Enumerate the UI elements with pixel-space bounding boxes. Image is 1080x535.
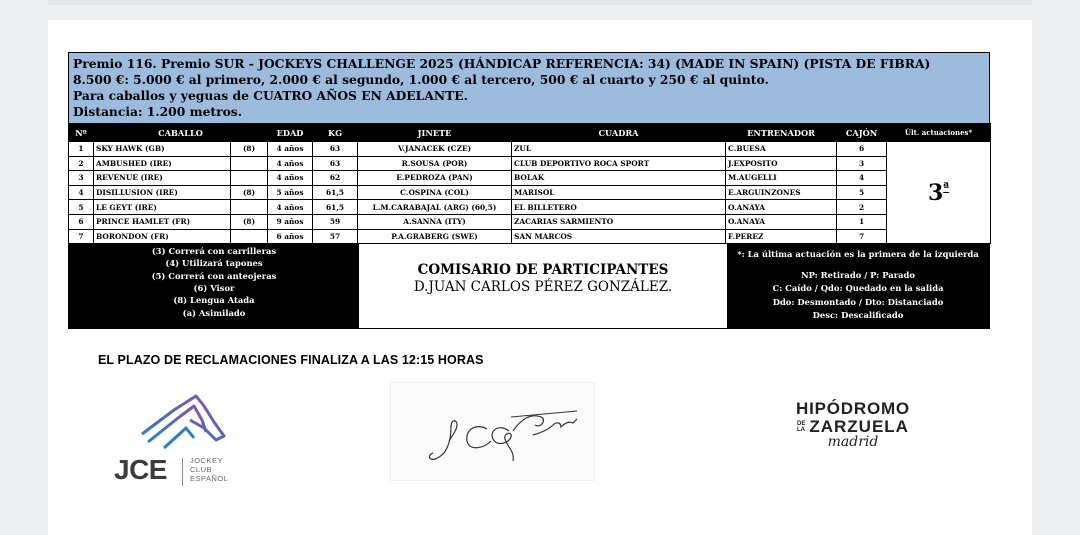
equipment-legend bbox=[69, 244, 359, 328]
runner-num: 4 bbox=[69, 185, 94, 200]
table-row bbox=[69, 156, 991, 171]
runner-kg: 62 bbox=[313, 171, 358, 186]
horse-head-icon bbox=[134, 392, 234, 452]
document-page bbox=[48, 20, 1032, 535]
runner-draw: 4 bbox=[837, 171, 887, 186]
runner-code bbox=[231, 156, 268, 171]
table-row bbox=[69, 142, 991, 157]
table-row bbox=[69, 229, 991, 244]
runner-age: 4 años bbox=[268, 142, 313, 157]
hipodromo-text: HIPÓDROMO bbox=[796, 399, 910, 418]
legend-item: (3) Correrá con carrilleras bbox=[151, 246, 277, 257]
runner-stable: ZACARIAS SARMIENTO bbox=[512, 214, 726, 229]
runner-draw: 1 bbox=[837, 214, 887, 229]
runner-jockey: C.OSPINA (COL) bbox=[358, 185, 512, 200]
runner-kg: 59 bbox=[313, 214, 358, 229]
table-row bbox=[69, 200, 991, 215]
race-title: Premio 116. Premio SUR - JOCKEYS CHALLENGE 2025 (HÁNDICAP REFERENCIA: 34) (MADE IN SPAIN) (PISTA DE FIBRA) bbox=[73, 56, 931, 71]
runner-kg: 63 bbox=[313, 142, 358, 157]
top-bar bbox=[48, 0, 1032, 5]
col-age: EDAD bbox=[268, 124, 313, 142]
last-performance-value: 3 bbox=[927, 179, 944, 206]
runner-age: 4 años bbox=[268, 200, 313, 215]
runner-stable: SAN MARCOS bbox=[512, 229, 726, 244]
legend-item: Ddo: Desmontado / Dto: Distanciado bbox=[772, 296, 944, 307]
runner-horse: AMBUSHED (IRE) bbox=[94, 156, 231, 171]
jce-logo bbox=[114, 392, 264, 492]
legend-item: (6) Visor bbox=[193, 283, 235, 294]
racecard-footer bbox=[68, 244, 990, 329]
last-performance bbox=[887, 142, 991, 244]
runner-num: 2 bbox=[69, 156, 94, 171]
runner-horse: DISILLUSION (IRE) bbox=[94, 185, 231, 200]
race-conditions: Para caballos y yeguas de CUATRO AÑOS EN ADELANTE. bbox=[73, 88, 468, 103]
commissioner-name: D.JUAN CARLOS PÉREZ GONZÁLEZ. bbox=[413, 279, 673, 296]
runner-trainer: C.BUESA bbox=[726, 142, 837, 157]
legend-item: C: Caído / Qdo: Quedado en la salida bbox=[772, 283, 944, 294]
race-distance: Distancia: 1.200 metros. bbox=[73, 104, 242, 119]
table-row bbox=[69, 214, 991, 229]
runner-num: 6 bbox=[69, 214, 94, 229]
runner-code: (8) bbox=[231, 214, 268, 229]
runner-age: 9 años bbox=[268, 214, 313, 229]
legend-item: (a) Asimilado bbox=[182, 307, 246, 318]
runner-kg: 63 bbox=[313, 156, 358, 171]
runner-jockey: P.A.GRABERG (SWE) bbox=[358, 229, 512, 244]
commissioner-title: COMISARIO DE PARTICIPANTES bbox=[417, 262, 669, 279]
col-stable: CUADRA bbox=[512, 124, 726, 142]
runner-draw: 2 bbox=[837, 200, 887, 215]
runner-trainer: M.AUGELLI bbox=[726, 171, 837, 186]
runner-code bbox=[231, 200, 268, 215]
runner-jockey: V.JANACEK (CZE) bbox=[358, 142, 512, 157]
col-trainer: ENTRENADOR bbox=[726, 124, 837, 142]
hipodromo-zarzuela-row bbox=[778, 418, 928, 435]
runner-stable: CLUB DEPORTIVO ROCA SPORT bbox=[512, 156, 726, 171]
runner-kg: 61,5 bbox=[313, 200, 358, 215]
legend-item: (5) Correrá con anteojeras bbox=[151, 270, 277, 281]
jce-letters: JCE bbox=[114, 454, 167, 485]
signature bbox=[390, 382, 595, 481]
runner-draw: 3 bbox=[837, 156, 887, 171]
runner-code bbox=[231, 229, 268, 244]
runner-jockey: L.M.CARABAJAL (ARG) (60,5) bbox=[358, 200, 512, 215]
runner-age: 6 años bbox=[268, 229, 313, 244]
col-kg: KG bbox=[313, 124, 358, 142]
runner-trainer: J.EXPOSITO bbox=[726, 156, 837, 171]
hipodromo-de-la: DE LA bbox=[797, 420, 806, 433]
runner-jockey: E.PEDROZA (PAN) bbox=[358, 171, 512, 186]
abbreviations-legend bbox=[727, 244, 989, 328]
runner-draw: 6 bbox=[837, 142, 887, 157]
runner-num: 7 bbox=[69, 229, 94, 244]
runner-num: 1 bbox=[69, 142, 94, 157]
col-draw: CAJÓN bbox=[837, 124, 887, 142]
runner-draw: 5 bbox=[837, 185, 887, 200]
runner-trainer: O.ANAYA bbox=[726, 214, 837, 229]
race-header bbox=[68, 52, 990, 123]
runner-trainer: O.ANAYA bbox=[726, 200, 837, 215]
col-horse: CABALLO bbox=[94, 124, 268, 142]
madrid-text: madrid bbox=[827, 434, 879, 450]
legend-item: (8) Lengua Atada bbox=[173, 295, 255, 306]
legend-item: NP: Retirado / P: Parado bbox=[801, 269, 915, 280]
runner-stable: MARISOL bbox=[512, 185, 726, 200]
runner-stable: BOLAK bbox=[512, 171, 726, 186]
legend-item: *: La última actuación es la primera de la izquierda bbox=[737, 249, 979, 260]
runner-kg: 57 bbox=[313, 229, 358, 244]
runner-horse: LE GEYT (IRE) bbox=[94, 200, 231, 215]
runner-jockey: R.SOUSA (POR) bbox=[358, 156, 512, 171]
runners-table bbox=[68, 123, 991, 244]
runner-age: 5 años bbox=[268, 185, 313, 200]
claims-deadline: EL PLAZO DE RECLAMACIONES FINALIZA A LAS 12:15 HORAS bbox=[98, 353, 484, 367]
zarzuela-text: ZARZUELA bbox=[809, 417, 909, 436]
runner-horse: SKY HAWK (GB) bbox=[94, 142, 231, 157]
runner-num: 3 bbox=[69, 171, 94, 186]
last-performance-suffix: ª bbox=[943, 179, 950, 194]
runner-num: 5 bbox=[69, 200, 94, 215]
runner-horse: BORONDON (FR) bbox=[94, 229, 231, 244]
racecard bbox=[68, 52, 990, 329]
col-jockey: JINETE bbox=[358, 124, 512, 142]
runner-code: (8) bbox=[231, 185, 268, 200]
jce-subtitle: JOCKEY CLUB ESPAÑOL bbox=[190, 456, 229, 483]
signature-scribble bbox=[391, 383, 594, 480]
runner-age: 4 años bbox=[268, 156, 313, 171]
table-row bbox=[69, 171, 991, 186]
commissioner-box bbox=[359, 244, 727, 328]
hipodromo-logo bbox=[778, 400, 928, 470]
runner-trainer: F.PEREZ bbox=[726, 229, 837, 244]
runner-horse: PRINCE HAMLET (FR) bbox=[94, 214, 231, 229]
runner-draw: 7 bbox=[837, 229, 887, 244]
runner-kg: 61,5 bbox=[313, 185, 358, 200]
runner-horse: REVENUE (IRE) bbox=[94, 171, 231, 186]
legend-item: (4) Utilizará tapones bbox=[165, 258, 263, 269]
runner-stable: EL BILLETERO bbox=[512, 200, 726, 215]
race-prizes: 8.500 €: 5.000 € al primero, 2.000 € al segundo, 1.000 € al tercero, 500 € al cuarto y 250 € al quinto. bbox=[73, 72, 769, 87]
table-header-row bbox=[69, 124, 991, 142]
runner-stable: ZUL bbox=[512, 142, 726, 157]
table-row bbox=[69, 185, 991, 200]
runner-jockey: A.SANNA (ITY) bbox=[358, 214, 512, 229]
legend-item: Desc: Descalificado bbox=[812, 310, 904, 321]
col-last: Últ. actuaciones* bbox=[887, 124, 991, 142]
runner-code bbox=[231, 171, 268, 186]
col-num: Nº bbox=[69, 124, 94, 142]
runner-trainer: E.ARGUINZONES bbox=[726, 185, 837, 200]
runner-code: (8) bbox=[231, 142, 268, 157]
jce-divider bbox=[182, 458, 183, 486]
runner-age: 4 años bbox=[268, 171, 313, 186]
